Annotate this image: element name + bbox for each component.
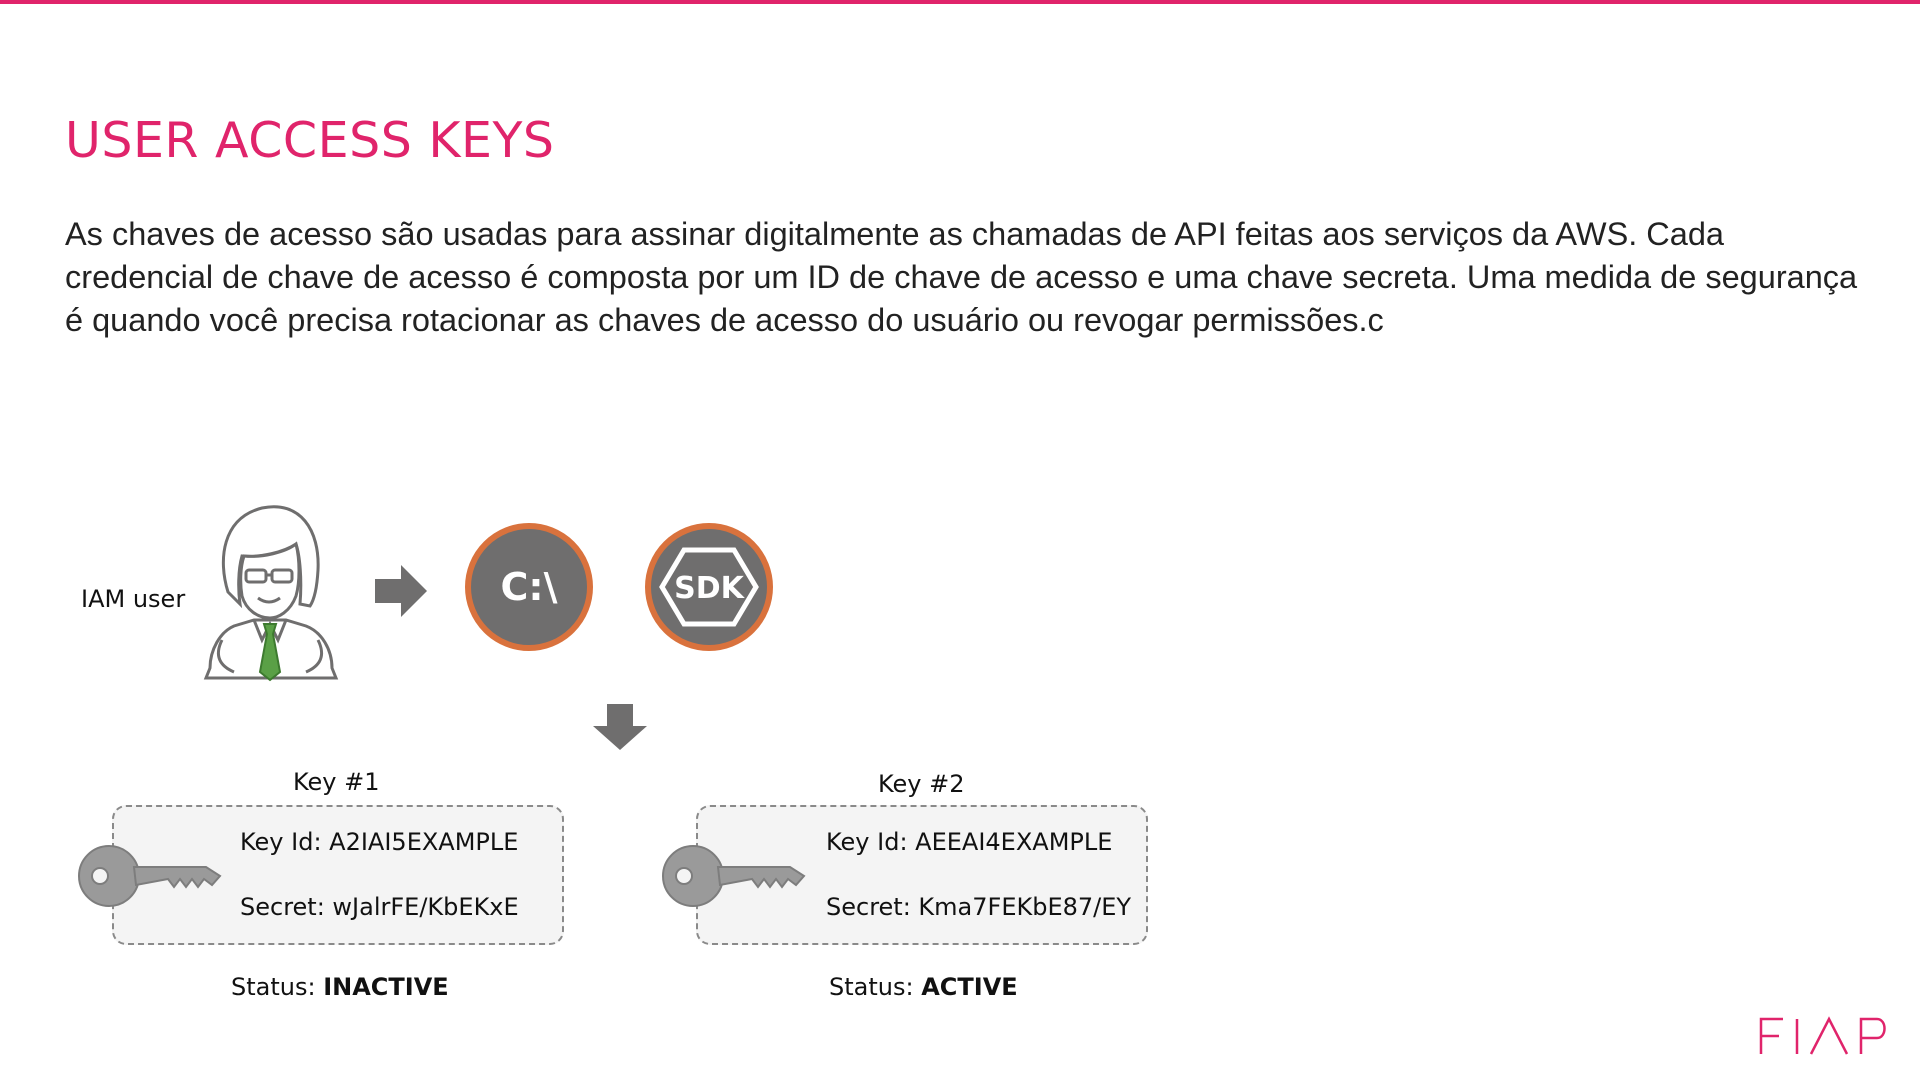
slide-title: USER ACCESS KEYS bbox=[65, 112, 555, 169]
key-1-status-value: INACTIVE bbox=[323, 973, 449, 1001]
key-1-icon bbox=[76, 843, 222, 909]
key-2-title: Key #2 bbox=[878, 770, 965, 798]
key-1-status bbox=[231, 973, 449, 1001]
arrow-down-icon bbox=[591, 702, 649, 752]
key-2-status bbox=[829, 973, 1018, 1001]
top-accent-rule bbox=[0, 0, 1920, 4]
iam-user-icon bbox=[200, 500, 340, 682]
key-1-secret: Secret: wJalrFE/KbEKxE bbox=[240, 893, 519, 921]
key-2-id: Key Id: AEEAI4EXAMPLE bbox=[826, 828, 1113, 856]
cli-label: C:\ bbox=[500, 565, 558, 609]
fiap-logo bbox=[1757, 1016, 1891, 1056]
key-1-status-prefix: Status: bbox=[231, 973, 324, 1001]
key-2-secret: Secret: Kma7FEKbE87/EY bbox=[826, 893, 1132, 921]
key-1-title: Key #1 bbox=[293, 768, 380, 796]
key-2-status-value: ACTIVE bbox=[921, 973, 1018, 1001]
iam-user-label: IAM user bbox=[81, 585, 186, 613]
sdk-icon bbox=[644, 522, 774, 652]
slide-body-text: As chaves de acesso são usadas para assinar digitalmente as chamadas de API feitas aos serviços da AWS. Cada credencial de chave de acesso é composta por um ID de chave de acesso e uma chave secreta. Uma medida de segurança é quando você precisa rotacionar as chaves de acesso do usuário ou revogar permissões.c bbox=[65, 216, 1858, 338]
sdk-label: SDK bbox=[674, 571, 744, 606]
key-2-icon bbox=[660, 843, 806, 909]
arrow-right-icon bbox=[373, 563, 429, 619]
key-1-id: Key Id: A2IAI5EXAMPLE bbox=[240, 828, 519, 856]
command-line-icon bbox=[464, 522, 594, 652]
key-2-status-prefix: Status: bbox=[829, 973, 922, 1001]
